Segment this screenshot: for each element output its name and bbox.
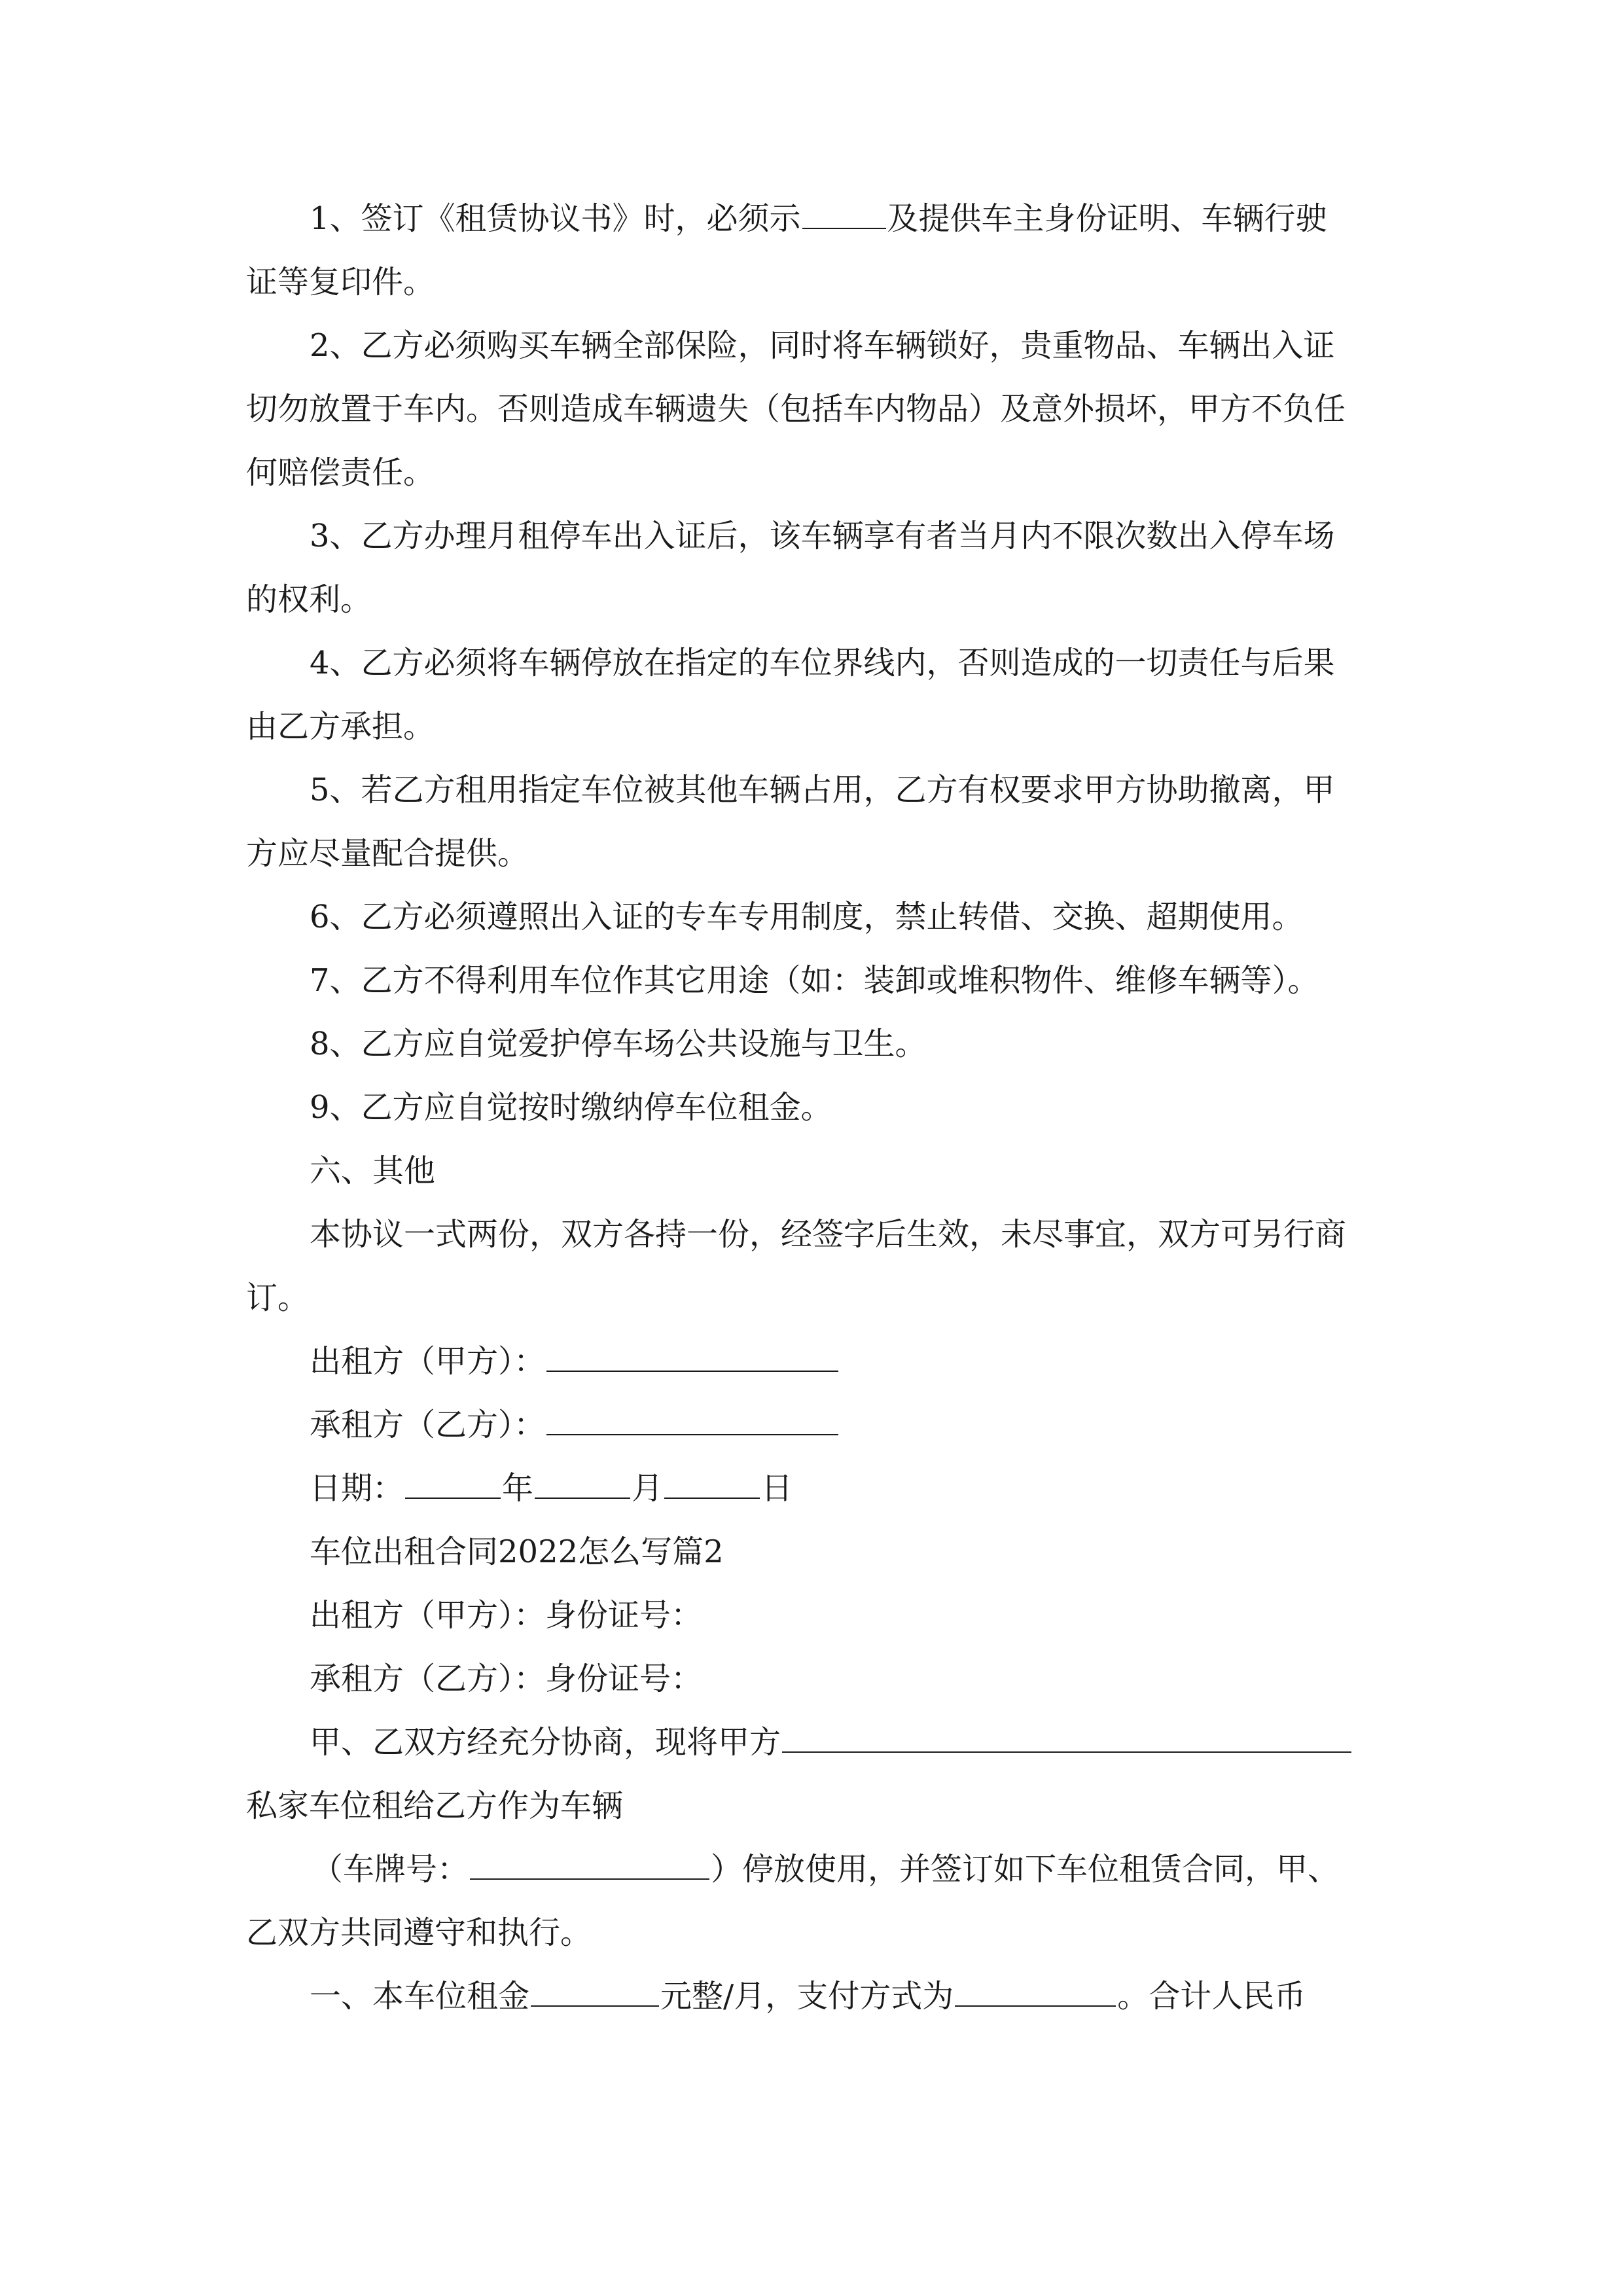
clause-1-line — [310, 196, 1327, 241]
negotiation-cont: 私家车位租给乙方作为车辆 — [246, 1787, 624, 1824]
plate-number-blank — [470, 1850, 709, 1880]
text: 及提供车主身份证明、车辆行驶 — [887, 200, 1327, 237]
day-blank — [664, 1469, 760, 1499]
clause-3-line: 3、乙方办理月租停车出入证后，该车辆享有者当月内不限次数出入停车场 — [310, 518, 1335, 554]
clause-7-line: 7、乙方不得利用车位作其它用途（如：装卸或堆积物件、维修车辆等）。 — [310, 962, 1319, 999]
blank-field — [802, 199, 886, 229]
agreement-copies-cont: 订。 — [246, 1280, 310, 1316]
signature-blank — [546, 1342, 838, 1372]
lessor-signature-line — [310, 1339, 840, 1384]
clause-5-cont: 方应尽量配合提供。 — [246, 835, 529, 872]
lessor-id-line: 出租方（甲方）：身份证号： — [310, 1597, 703, 1634]
text: 月 — [632, 1470, 664, 1507]
rent-amount-blank — [531, 1977, 659, 2007]
payment-method-blank — [955, 1977, 1116, 2007]
date-line — [310, 1466, 793, 1511]
year-blank — [405, 1469, 501, 1499]
clause-6-line: 6、乙方必须遵照出入证的专车专用制度，禁止转借、交换、超期使用。 — [310, 899, 1304, 935]
text: 。合计人民币 — [1117, 1978, 1306, 2015]
text: 日期： — [310, 1470, 404, 1507]
address-blank — [782, 1723, 1351, 1753]
agreement-copies-line: 本协议一式两份，双方各持一份，经签字后生效，未尽事宜，双方可另行商 — [310, 1216, 1347, 1253]
text: 日 — [761, 1470, 793, 1507]
clause-8-line: 8、乙方应自觉爱护停车场公共设施与卫生。 — [310, 1026, 927, 1062]
clause-2-cont: 何赔偿责任。 — [246, 454, 435, 491]
lessee-id-line: 承租方（乙方）：身份证号： — [310, 1660, 703, 1697]
text: ）停放使用，并签订如下车位租赁合同，甲、 — [711, 1851, 1340, 1888]
text: 1、签订《租赁协议书》时，必须示 — [310, 200, 801, 237]
clause-1-cont: 证等复印件。 — [246, 264, 435, 300]
signature-blank — [546, 1405, 838, 1435]
text: 甲、乙双方经充分协商，现将甲方 — [310, 1724, 781, 1761]
clause-3-cont: 的权利。 — [246, 581, 372, 618]
month-blank — [535, 1469, 630, 1499]
clause-9-line: 9、乙方应自觉按时缴纳停车位租金。 — [310, 1089, 832, 1126]
text: 承租方（乙方）： — [310, 1407, 546, 1443]
plate-line-cont: 乙双方共同遵守和执行。 — [246, 1914, 592, 1951]
text: 出租方（甲方）： — [310, 1343, 546, 1380]
clause-4-line: 4、乙方必须将车辆停放在指定的车位界线内，否则造成的一切责任与后果 — [310, 645, 1335, 681]
clause-2-cont: 切勿放置于车内。否则造成车辆遗失（包括车内物品）及意外损坏，甲方不负任 — [246, 391, 1346, 427]
text: 一、本车位租金 — [310, 1978, 530, 2015]
negotiation-line — [310, 1720, 1353, 1765]
text: 年 — [502, 1470, 534, 1507]
clause-4-cont: 由乙方承担。 — [246, 708, 435, 745]
clause-2-line: 2、乙方必须购买车辆全部保险，同时将车辆锁好，贵重物品、车辆出入证 — [310, 327, 1335, 364]
clause-5-line: 5、若乙方租用指定车位被其他车辆占用，乙方有权要求甲方协助撤离，甲 — [310, 772, 1335, 808]
lessee-signature-line — [310, 1403, 840, 1447]
text: 元整/月，支付方式为 — [660, 1978, 954, 2015]
plate-line — [312, 1847, 1339, 1892]
contract-2-title: 车位出租合同2022怎么写篇2 — [310, 1534, 724, 1570]
text: （车牌号： — [312, 1851, 469, 1888]
rent-clause-line — [310, 1974, 1306, 2018]
section-6-heading: 六、其他 — [310, 1153, 436, 1189]
